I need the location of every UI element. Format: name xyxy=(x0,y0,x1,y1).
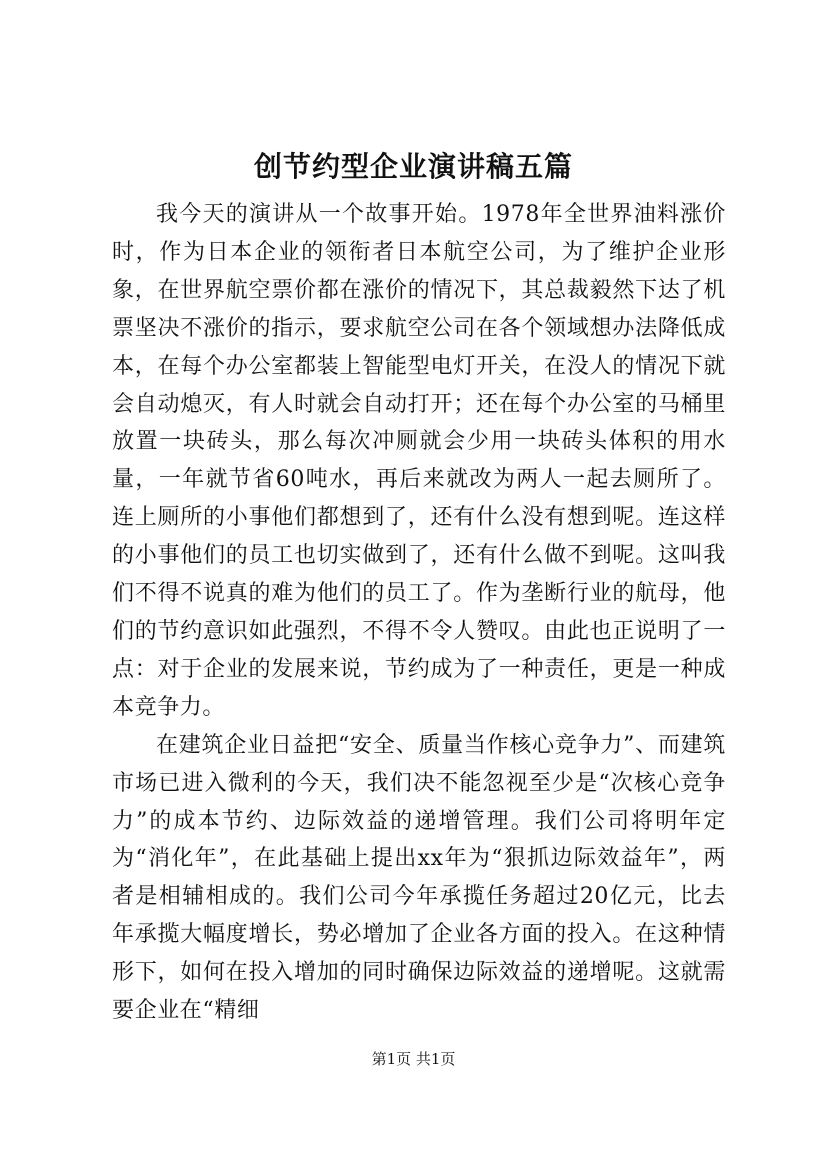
document-body xyxy=(112,196,726,1030)
document-title: 创节约型企业演讲稿五篇 xyxy=(253,150,573,183)
paragraph-2: 在建筑企业日益把“安全、质量当作核心竞争力”、而建筑市场已进入微利的今天，我们决不能忽视至少是“次核心竞争力”的成本节约、边际效益的递增管理。我们公司将明年定为“消化年”，在此基础上提出xx年为“狠抓边际效益年”，两者是相辅相成的。我们公司今年承揽任务超过20亿元，比去年承揽大幅度增长，势必增加了企业各方面的投入。在这种情形下，如何在投入增加的同时确保边际效益的递增呢。这就需要企业在“精细 xyxy=(112,732,726,1024)
paragraph-1: 我今天的演讲从一个故事开始。1978年全世界油料涨价时，作为日本企业的领衔者日本航空公司，为了维护企业形象，在世界航空票价都在涨价的情况下，其总裁毅然下达了机票坚决不涨价的指示，要求航空公司在各个领域想办法降低成本，在每个办公室都装上智能型电灯开关，在没人的情况下就会自动熄灭，有人时就会自动打开；还在每个办公室的马桶里放置一块砖头，那么每次冲厕就会少用一块砖头体积的用水量，一年就节省60吨水，再后来就改为两人一起去厕所了。连上厕所的小事他们都想到了，还有什么没有想到呢。连这样的小事他们的员工也切实做到了，还有什么做不到呢。这叫我们不得不说真的难为他们的员工了。作为垄断行业的航母，他们的节约意识如此强烈，不得不令人赞叹。由此也正说明了一点：对于企业的发展来说，节约成为了一种责任，更是一种成本竞争力。 xyxy=(112,202,726,720)
page-number-footer: 第1页 共1页 xyxy=(371,1050,456,1068)
